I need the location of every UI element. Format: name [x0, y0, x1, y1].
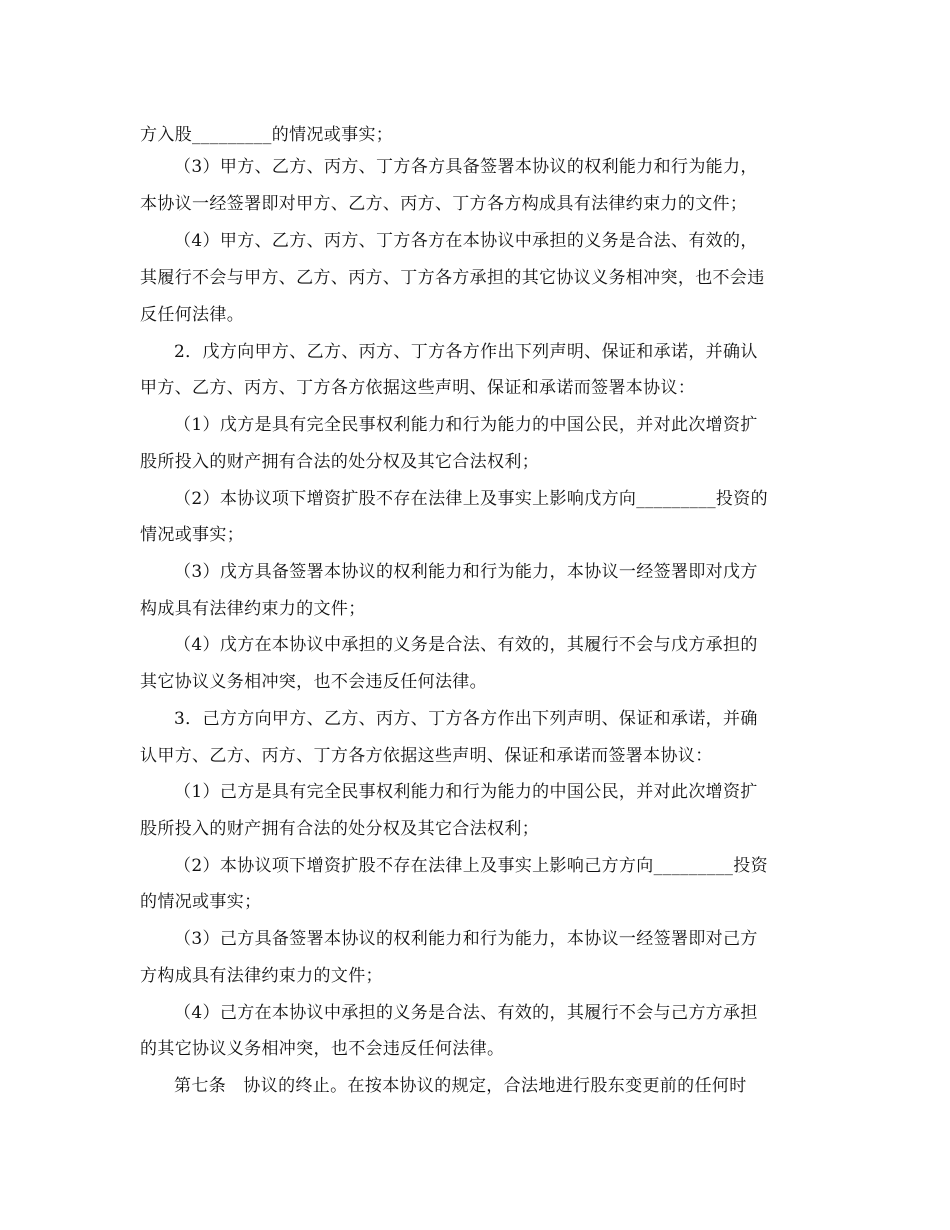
text-line: （3）己方具备签署本协议的权利能力和行为能力，本协议一经签署即对己方	[174, 929, 758, 949]
text-line: 其履行不会与甲方、乙方、丙方、丁方各方承担的其它协议义务相冲突，也不会违	[140, 268, 765, 288]
text-line: 方入股_________的情况或事实；	[140, 125, 394, 145]
text-line: 其它协议义务相冲突，也不会违反任何法律。	[140, 672, 487, 692]
text-line: 本协议一经签署即对甲方、乙方、丙方、丁方各方构成具有法律约束力的文件；	[140, 194, 748, 214]
text-line: （1）戊方是具有完全民事权利能力和行为能力的中国公民，并对此次增资扩	[174, 415, 758, 435]
text-line: 的情况或事实；	[140, 892, 262, 912]
text-line: 股所投入的财产拥有合法的处分权及其它合法权利；	[140, 452, 540, 472]
text-line: （2）本协议项下增资扩股不存在法律上及事实上影响戊方向_________投资的	[174, 489, 768, 509]
text-line: 的其它协议义务相冲突，也不会违反任何法律。	[140, 1039, 505, 1059]
text-line: 认甲方、乙方、丙方、丁方各方依据这些声明、保证和承诺而签署本协议：	[140, 746, 713, 766]
text-line: 第七条 协议的终止。在按本协议的规定，合法地进行股东变更前的任何时	[174, 1076, 747, 1096]
text-line: （3）甲方、乙方、丙方、丁方各方具备签署本协议的权利能力和行为能力，	[174, 157, 758, 177]
text-line: 3．己方方向甲方、乙方、丙方、丁方各方作出下列声明、保证和承诺，并确	[174, 709, 758, 729]
text-line: （1）己方是具有完全民事权利能力和行为能力的中国公民，并对此次增资扩	[174, 782, 758, 802]
text-line: 情况或事实；	[140, 525, 245, 545]
text-line: 甲方、乙方、丙方、丁方各方依据这些声明、保证和承诺而签署本协议：	[140, 378, 696, 398]
text-line: （2）本协议项下增资扩股不存在法律上及事实上影响己方方向_________投资	[174, 856, 768, 876]
text-line: （3）戊方具备签署本协议的权利能力和行为能力，本协议一经签署即对戊方	[174, 562, 758, 582]
text-line: 方构成具有法律约束力的文件；	[140, 966, 383, 986]
text-line: 反任何法律。	[140, 305, 245, 325]
text-line: （4）甲方、乙方、丙方、丁方各方在本协议中承担的义务是合法、有效的，	[174, 231, 758, 251]
text-line: （4）戊方在本协议中承担的义务是合法、有效的，其履行不会与戊方承担的	[174, 635, 758, 655]
text-line: 股所投入的财产拥有合法的处分权及其它合法权利；	[140, 819, 540, 839]
text-line: （4）己方在本协议中承担的义务是合法、有效的，其履行不会与己方方承担	[174, 1003, 758, 1023]
text-line: 构成具有法律约束力的文件；	[140, 599, 366, 619]
text-line: 2．戊方向甲方、乙方、丙方、丁方各方作出下列声明、保证和承诺，并确认	[174, 342, 758, 362]
